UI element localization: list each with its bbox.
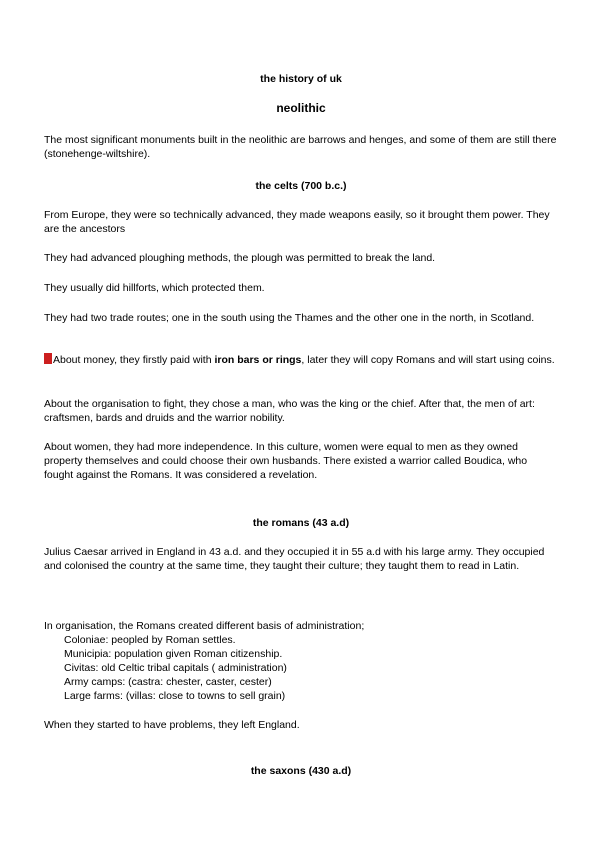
paragraph-celts-5-end: , later they will copy Romans and will start using coins. <box>301 354 555 366</box>
paragraph-romans-3: When they started to have problems, they left England. <box>44 719 300 731</box>
paragraph-celts-2: They had advanced ploughing methods, the plough was permitted to break the land. <box>44 252 436 264</box>
paragraph-celts-5 <box>44 353 558 367</box>
paragraph-celts-5-start: About money, they firstly paid with <box>53 354 215 366</box>
list-item: Civitas: old Celtic tribal capitals ( administration) <box>64 662 287 674</box>
paragraph-celts-5-bold: iron bars or rings <box>214 354 302 366</box>
list-item: Municipia: population given Roman citizenship. <box>64 648 283 660</box>
list-item: Army camps: (castra: chester, caster, cester) <box>64 676 272 688</box>
heading-romans: the romans (43 a.d) <box>252 517 350 529</box>
paragraph-celts-3: They usually did hillforts, which protected them. <box>44 282 265 294</box>
paragraph-romans-1: Julius Caesar arrived in England in 43 a.d. and they occupied it in 55 a.d with his large army. They occupied and colonised the country at the same time, they taught their culture; they taught them to read in Latin. <box>44 546 545 572</box>
paragraph-celts-6: About the organisation to fight, they chose a man, who was the king or the chief. After that, the men of art: craftsmen, bards and druids and the warrior nobility. <box>44 398 535 424</box>
list-item: Large farms: (villas: close to towns to sell grain) <box>64 690 286 702</box>
heading-neolithic: neolithic <box>276 101 326 115</box>
document-title: the history of uk <box>260 73 342 85</box>
paragraph-celts-1: From Europe, they were so technically advanced, they made weapons easily, so it brought them power. They are the ancestors <box>44 209 550 235</box>
paragraph-celts-7: About women, they had more independence. In this culture, women were equal to men as they owned property themselves and could choose their own husbands. There existed a warrior called Boudica, who fought against the Romans. It was considered a revelation. <box>44 441 528 481</box>
paragraph-romans-2: In organisation, the Romans created different basis of administration; <box>44 620 365 632</box>
paragraph-neolithic: The most significant monuments built in the neolithic are barrows and henges, and some of them are still there (stonehenge-wiltshire). <box>44 134 557 160</box>
heading-saxons: the saxons (430 a.d) <box>250 765 352 777</box>
paragraph-celts-4: They had two trade routes; one in the south using the Thames and the other one in the north, in Scotland. <box>44 312 535 324</box>
list-item: Coloniae: peopled by Roman settles. <box>64 634 236 646</box>
heading-celts: the celts (700 b.c.) <box>255 180 347 192</box>
comment-marker-icon <box>44 353 52 364</box>
